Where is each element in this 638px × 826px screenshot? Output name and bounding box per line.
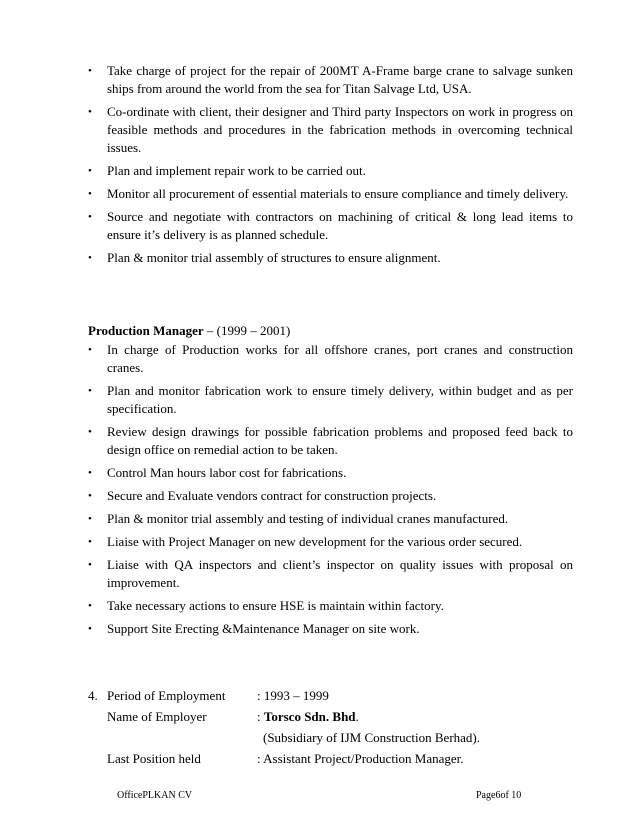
position-label: Last Position held	[107, 751, 201, 766]
bullet-icon: •	[88, 252, 92, 264]
list-item	[88, 510, 573, 528]
footer-page-number: Page6of 10	[476, 790, 522, 801]
footer-doc-name: OfficePLKAN CV	[117, 790, 193, 801]
bullet-icon: •	[88, 536, 92, 548]
list-item	[88, 556, 573, 592]
bullet-icon: •	[88, 600, 92, 612]
employer-name: Torsco Sdn. Bhd	[263, 709, 356, 724]
list-item-text: Review design drawings for possible fabrication problems and proposed feed back to design office on remedial action to be taken.	[107, 424, 573, 457]
list-item	[88, 162, 573, 180]
list-item	[88, 533, 573, 551]
list-item	[88, 341, 573, 377]
position-value: : Assistant Project/Production Manager.	[257, 751, 464, 766]
bullet-icon: •	[88, 211, 92, 223]
list-item-text: Co-ordinate with client, their designer and Third party Inspectors on work in progress on feasible methods and procedures in the fabrication methods in overcoming technical issues.	[107, 104, 573, 155]
bullet-icon: •	[88, 467, 92, 479]
list-item-text: Take charge of project for the repair of 200MT A-Frame barge crane to salvage sunken ships from around the world from the sea for Titan Salvage Ltd, USA.	[107, 63, 573, 96]
section-heading	[88, 322, 290, 340]
list-item-text: In charge of Production works for all offshore cranes, port cranes and construction cranes.	[107, 342, 573, 375]
list-item-text: Liaise with QA inspectors and client’s inspector on quality issues with proposal on improvement.	[107, 557, 573, 590]
list-item-text: Plan and monitor fabrication work to ensure timely delivery, within budget and as per specification.	[107, 383, 573, 416]
employment-block	[88, 687, 578, 771]
list-item-text: Source and negotiate with contractors on machining of critical & long lead items to ensure it’s delivery is as planned schedule.	[107, 209, 573, 242]
employer-subsidiary: (Subsidiary of IJM Construction Berhad).	[263, 730, 481, 745]
list-item-text: Take necessary actions to ensure HSE is maintain within factory.	[107, 598, 444, 613]
list-item	[88, 62, 573, 98]
employer-value	[257, 708, 359, 726]
list-item-text: Liaise with Project Manager on new development for the various order secured.	[107, 534, 523, 549]
duties-list-production	[88, 341, 573, 643]
position-row	[88, 750, 578, 771]
employer-sub-row	[88, 729, 578, 750]
list-item-text: Monitor all procurement of essential materials to ensure compliance and timely delivery.	[107, 186, 569, 201]
list-item	[88, 208, 573, 244]
bullet-icon: •	[88, 344, 92, 356]
employer-prefix: :	[257, 709, 264, 724]
role-period: – (1999 – 2001)	[203, 323, 291, 338]
list-item-text: Plan & monitor trial assembly of structures to ensure alignment.	[107, 250, 441, 265]
period-label: Period of Employment	[107, 688, 226, 703]
bullet-icon: •	[88, 623, 92, 635]
bullet-icon: •	[88, 559, 92, 571]
list-item-text: Plan & monitor trial assembly and testing of individual cranes manufactured.	[107, 511, 509, 526]
role-title: Production Manager	[88, 323, 204, 338]
period-value: : 1993 – 1999	[257, 688, 329, 703]
bullet-icon: •	[88, 513, 92, 525]
list-item	[88, 423, 573, 459]
list-item	[88, 382, 573, 418]
bullet-icon: •	[88, 165, 92, 177]
bullet-icon: •	[88, 65, 92, 77]
duties-list-top	[88, 62, 573, 272]
list-item	[88, 464, 573, 482]
list-item	[88, 103, 573, 157]
bullet-icon: •	[88, 188, 92, 200]
employer-label: Name of Employer	[107, 709, 207, 724]
period-row	[88, 687, 578, 708]
section-number: 4.	[88, 688, 98, 703]
list-item-text: Plan and implement repair work to be carried out.	[107, 163, 366, 178]
bullet-icon: •	[88, 106, 92, 118]
employer-row	[88, 708, 578, 729]
list-item	[88, 185, 573, 203]
list-item-text: Control Man hours labor cost for fabrications.	[107, 465, 347, 480]
list-item-text: Secure and Evaluate vendors contract for construction projects.	[107, 488, 437, 503]
list-item	[88, 597, 573, 615]
list-item	[88, 249, 573, 267]
list-item	[88, 487, 573, 505]
bullet-icon: •	[88, 426, 92, 438]
list-item-text: Support Site Erecting &Maintenance Manager on site work.	[107, 621, 420, 636]
bullet-icon: •	[88, 385, 92, 397]
employer-suffix: .	[355, 709, 359, 724]
bullet-icon: •	[88, 490, 92, 502]
list-item	[88, 620, 573, 638]
